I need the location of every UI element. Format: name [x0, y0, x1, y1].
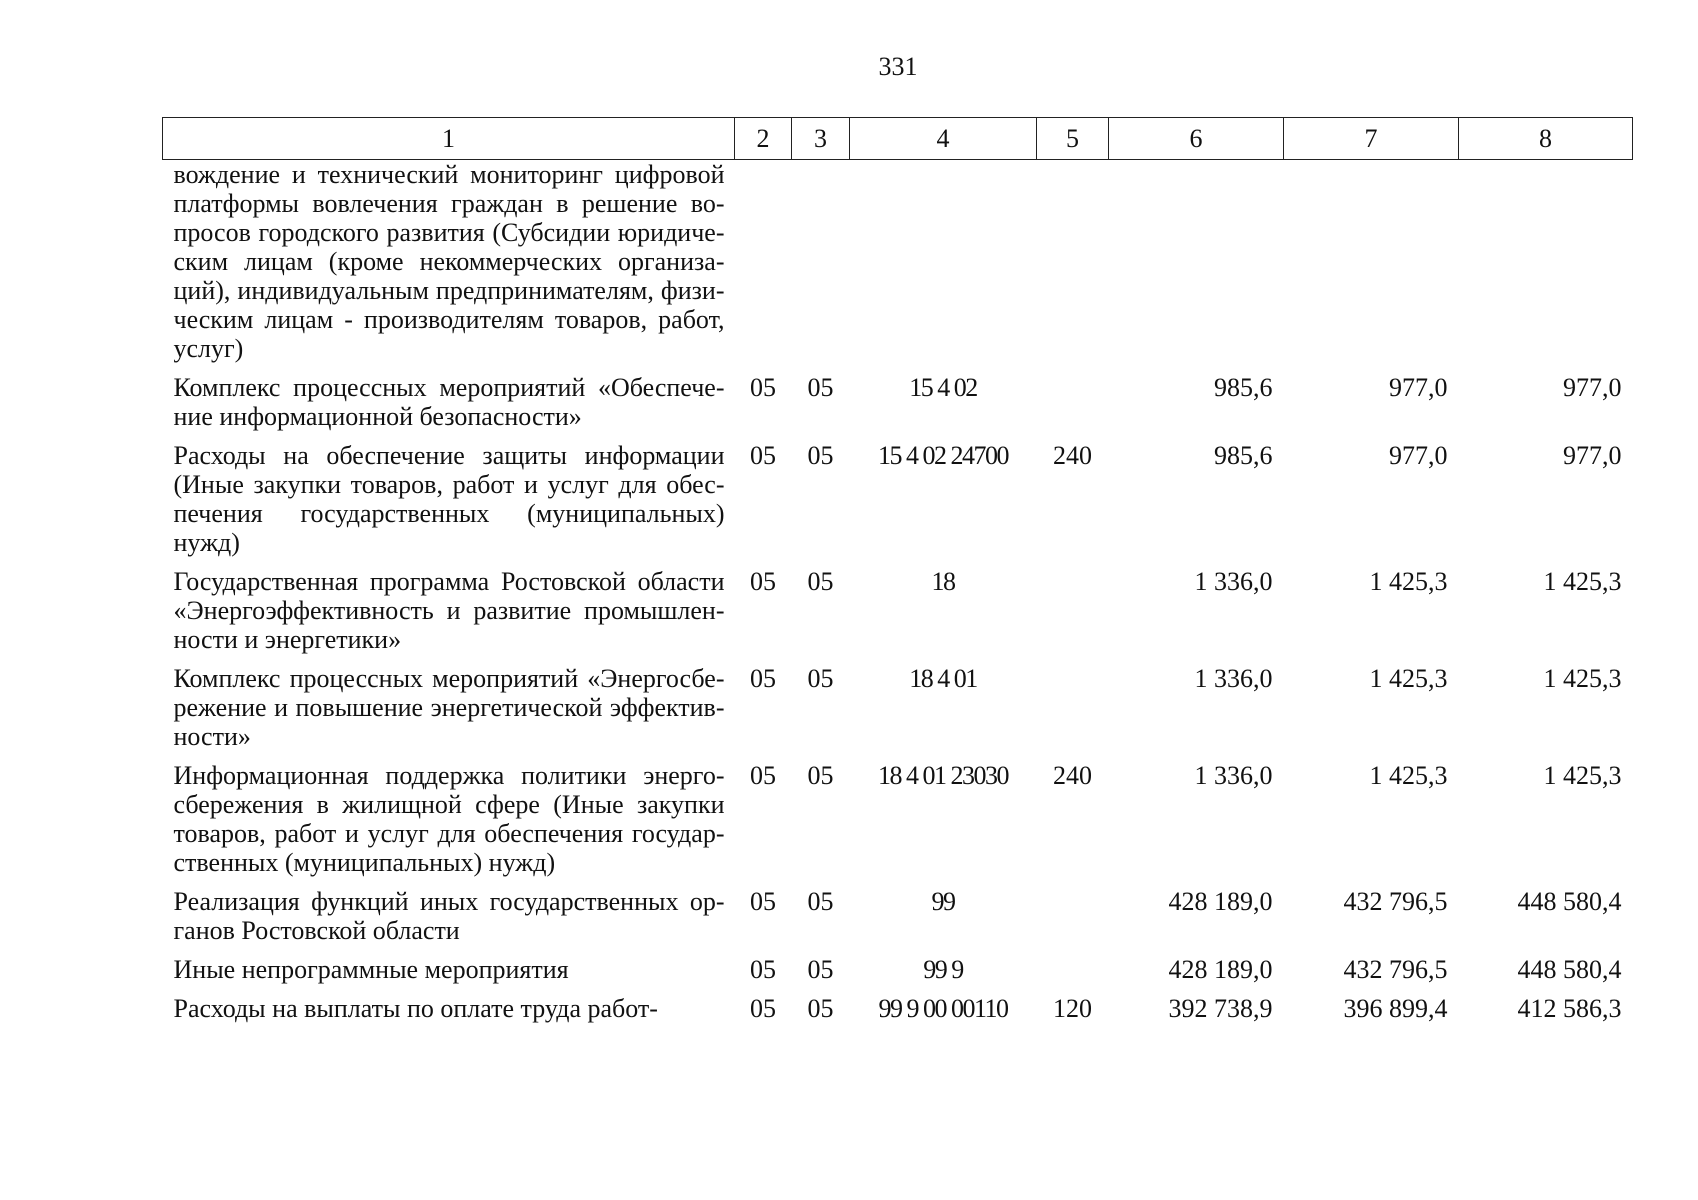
row-vr — [1037, 955, 1109, 994]
row-pr — [792, 160, 850, 374]
row-pr: 05 — [807, 887, 834, 916]
table-row — [163, 664, 1633, 761]
row-name: Государственная программа Ростовской области «Энергоэффективность и развитие промышленности и энергетики» — [173, 567, 725, 654]
row-csr: 99 — [931, 887, 955, 916]
row-vr: 240 — [1053, 761, 1092, 790]
table-row — [163, 373, 1633, 441]
row-year3: 977,0 — [1563, 441, 1622, 470]
table-row — [163, 955, 1633, 994]
table-header — [163, 118, 1633, 160]
table-row — [163, 441, 1633, 567]
row-csr — [850, 160, 1037, 374]
row-csr: 18 4 01 23030 — [878, 761, 1008, 790]
table-row — [163, 761, 1633, 887]
row-year1: 985,6 — [1214, 441, 1273, 470]
column-header-3: 3 — [792, 118, 850, 160]
row-rz: 05 — [750, 664, 776, 693]
row-year3: 1 425,3 — [1543, 664, 1622, 693]
row-year1: 1 336,0 — [1194, 567, 1273, 596]
column-header-6: 6 — [1109, 118, 1284, 160]
row-year2: 977,0 — [1389, 373, 1448, 402]
row-rz: 05 — [750, 955, 776, 984]
row-name: Расходы на обеспечение защиты информации (Иные закупки товаров, работ и услуг для обеспечения государственных (муниципальных) нужд) — [173, 441, 725, 557]
row-csr: 15 4 02 — [909, 373, 977, 402]
row-year2: 1 425,3 — [1369, 664, 1448, 693]
row-year3: 448 580,4 — [1517, 955, 1622, 984]
row-rz — [735, 160, 792, 374]
row-year2: 977,0 — [1389, 441, 1448, 470]
row-pr: 05 — [807, 664, 834, 693]
row-rz: 05 — [750, 567, 776, 596]
table-row — [163, 567, 1633, 664]
row-rz: 05 — [750, 994, 776, 1023]
column-header-7: 7 — [1284, 118, 1459, 160]
column-header-2: 2 — [735, 118, 792, 160]
row-year1: 428 189,0 — [1168, 887, 1273, 916]
row-year1 — [1109, 160, 1284, 374]
page-number: 331 — [878, 52, 918, 81]
row-vr — [1037, 160, 1109, 374]
row-rz: 05 — [750, 373, 776, 402]
table-row — [163, 887, 1633, 955]
row-vr — [1037, 567, 1109, 664]
row-year2: 432 796,5 — [1343, 887, 1448, 916]
row-name: Информационная поддержка политики энергосбережения в жилищной сфере (Иные закупки товаров, работ и услуг для обеспечения государственных (муниципальных) нужд) — [173, 761, 725, 877]
row-year3: 977,0 — [1563, 373, 1622, 402]
row-csr: 99 9 — [923, 955, 963, 984]
row-name: вождение и технический мониторинг цифровой платформы вовлечения граждан в решение вопросов городского развития (Субсидии юридическим лицам (кроме некоммерческих организаций), индивидуальным предпринимателям, физическим лицам - производителям товаров, работ, услуг) — [173, 160, 725, 363]
row-name: Расходы на выплаты по оплате труда работ- — [173, 994, 658, 1023]
row-vr: 120 — [1053, 994, 1092, 1023]
row-vr: 240 — [1053, 441, 1092, 470]
row-year2: 396 899,4 — [1343, 994, 1448, 1023]
row-year1: 1 336,0 — [1194, 761, 1273, 790]
row-pr: 05 — [807, 567, 834, 596]
row-year3: 1 425,3 — [1543, 761, 1622, 790]
row-year1: 428 189,0 — [1168, 955, 1273, 984]
row-csr: 99 9 00 00110 — [878, 994, 1008, 1023]
row-year3: 412 586,3 — [1517, 994, 1622, 1023]
column-header-5: 5 — [1037, 118, 1109, 160]
budget-table — [162, 117, 1633, 1033]
row-year1: 1 336,0 — [1194, 664, 1273, 693]
table-row — [163, 160, 1633, 374]
row-vr — [1037, 373, 1109, 441]
row-year2: 1 425,3 — [1369, 761, 1448, 790]
row-year2: 432 796,5 — [1343, 955, 1448, 984]
row-rz: 05 — [750, 761, 776, 790]
row-year3: 448 580,4 — [1517, 887, 1622, 916]
row-year1: 985,6 — [1214, 373, 1273, 402]
row-csr: 18 — [931, 567, 955, 596]
row-rz: 05 — [750, 441, 776, 470]
row-csr: 18 4 01 — [909, 664, 977, 693]
row-name: Комплекс процессных мероприятий «Энергосбережение и повышение энергетической эффективности» — [173, 664, 725, 751]
row-pr: 05 — [807, 761, 834, 790]
row-csr: 15 4 02 24700 — [878, 441, 1008, 470]
column-header-8: 8 — [1459, 118, 1633, 160]
row-name: Комплекс процессных мероприятий «Обеспечение информационной безопасности» — [173, 373, 725, 431]
row-name: Реализация функций иных государственных органов Ростовской области — [173, 887, 725, 945]
row-pr: 05 — [807, 955, 834, 984]
column-header-4: 4 — [850, 118, 1037, 160]
row-pr: 05 — [807, 373, 834, 402]
column-header-1: 1 — [163, 118, 735, 160]
table-body — [163, 160, 1633, 1034]
row-vr — [1037, 887, 1109, 955]
table-row — [163, 994, 1633, 1033]
row-year2 — [1284, 160, 1459, 374]
row-vr — [1037, 664, 1109, 761]
row-name: Иные непрограммные мероприятия — [173, 955, 569, 984]
row-year3 — [1459, 160, 1633, 374]
row-year3: 1 425,3 — [1543, 567, 1622, 596]
row-pr: 05 — [807, 441, 834, 470]
row-rz: 05 — [750, 887, 776, 916]
row-year2: 1 425,3 — [1369, 567, 1448, 596]
header-row — [163, 118, 1633, 160]
row-year1: 392 738,9 — [1168, 994, 1273, 1023]
row-pr: 05 — [807, 994, 834, 1023]
